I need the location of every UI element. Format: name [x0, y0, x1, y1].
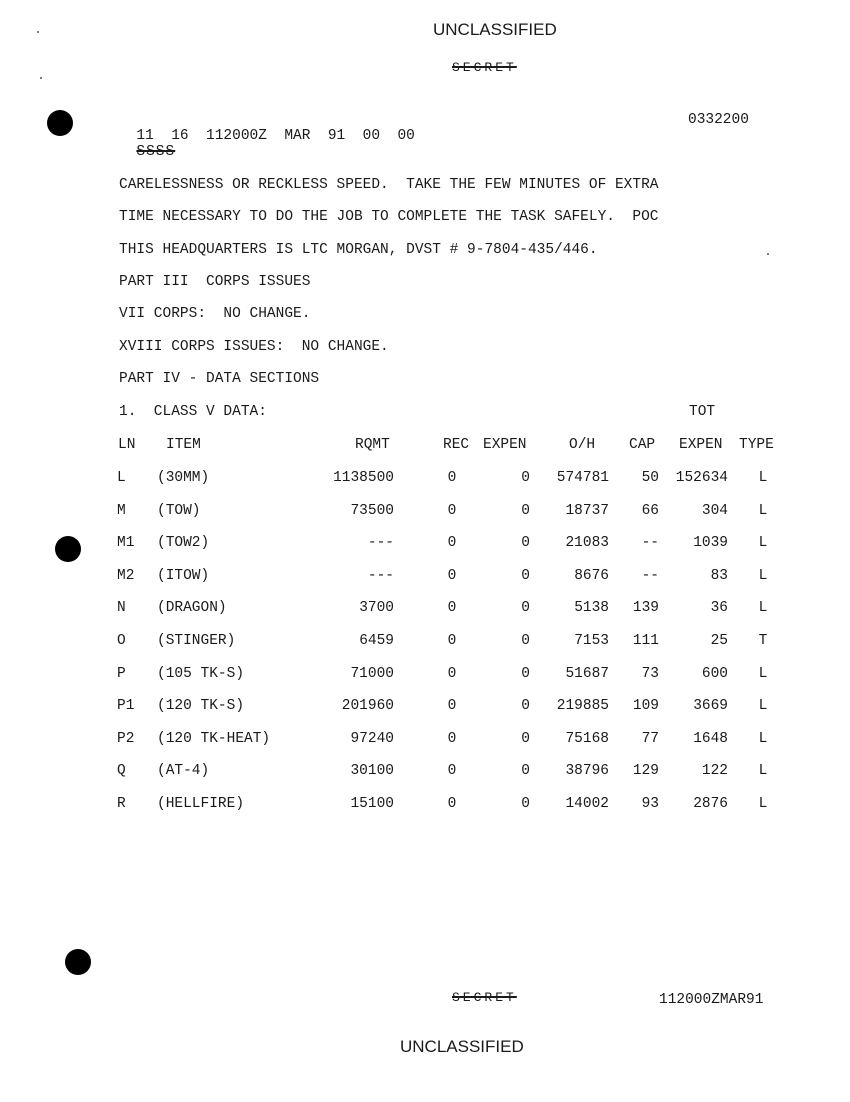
cell-cap: 77	[641, 731, 659, 747]
cell-type: T	[758, 633, 768, 649]
col-header-oh: O/H	[569, 437, 596, 453]
cell-cap: 66	[641, 503, 659, 519]
cell-item: (AT-4)	[157, 763, 210, 779]
cell-rqmt: 30100	[350, 763, 394, 779]
col-header-item: ITEM	[166, 437, 201, 453]
cell-type: L	[758, 568, 768, 584]
cell-rqmt: 73500	[350, 503, 394, 519]
cell-cap: --	[641, 568, 659, 584]
cell-rqmt: 6459	[359, 633, 394, 649]
cell-rec: 0	[447, 698, 457, 714]
punch-hole-top	[47, 110, 73, 136]
col-header-rec: REC	[443, 437, 470, 453]
cell-item: (TOW)	[157, 503, 201, 519]
cell-expen: 0	[521, 470, 530, 486]
scan-speck	[37, 31, 39, 33]
cell-rec: 0	[447, 535, 457, 551]
body-line: PART IV - DATA SECTIONS	[119, 371, 320, 387]
cell-oh: 21083	[565, 535, 609, 551]
cell-rec: 0	[447, 666, 457, 682]
classification-bottom: UNCLASSIFIED	[400, 1037, 524, 1056]
cell-oh: 574781	[556, 470, 609, 486]
body-line: VII CORPS: NO CHANGE.	[119, 306, 311, 322]
cell-rqmt: 71000	[350, 666, 394, 682]
secret-marking-bottom: SECRET	[452, 990, 517, 1005]
cell-tot-expen: 36	[710, 600, 728, 616]
scan-speck	[40, 77, 42, 79]
table-row	[0, 666, 850, 686]
cell-item: (HELLFIRE)	[157, 796, 245, 812]
cell-item: (30MM)	[157, 470, 210, 486]
cell-type: L	[758, 503, 768, 519]
cell-oh: 5138	[574, 600, 609, 616]
cell-rqmt: 97240	[350, 731, 394, 747]
table-header-row	[0, 437, 850, 457]
cell-expen: 0	[521, 666, 530, 682]
cell-rec: 0	[447, 568, 457, 584]
table-row	[0, 763, 850, 783]
cell-cap: 111	[632, 633, 659, 649]
secret-marking-top: SECRET	[452, 60, 517, 75]
cell-item: (120 TK-S)	[157, 698, 245, 714]
cell-tot-expen: 3669	[693, 698, 728, 714]
cell-ln: P2	[117, 731, 135, 747]
cell-cap: 73	[641, 666, 659, 682]
cell-rec: 0	[447, 731, 457, 747]
cell-expen: 0	[521, 698, 530, 714]
cell-tot-expen: 304	[701, 503, 728, 519]
cell-oh: 38796	[565, 763, 609, 779]
cell-cap: --	[641, 535, 659, 551]
cell-oh: 18737	[565, 503, 609, 519]
table-row	[0, 568, 850, 588]
cell-cap: 109	[632, 698, 659, 714]
cell-type: L	[758, 600, 768, 616]
cell-oh: 51687	[565, 666, 609, 682]
cell-rqmt: 1138500	[333, 470, 394, 486]
dtg-line	[119, 112, 415, 160]
cell-expen: 0	[521, 503, 530, 519]
table-top-header: TOT	[689, 404, 716, 420]
cell-expen: 0	[521, 535, 530, 551]
cell-oh: 75168	[565, 731, 609, 747]
cell-type: L	[758, 470, 768, 486]
cell-item: (STINGER)	[157, 633, 236, 649]
dtg-text: 11 16 112000Z MAR 91 00 00	[136, 128, 415, 144]
cell-ln: P1	[117, 698, 135, 714]
cell-oh: 14002	[565, 796, 609, 812]
cell-oh: 7153	[574, 633, 609, 649]
cell-rqmt: 15100	[350, 796, 394, 812]
body-line: THIS HEADQUARTERS IS LTC MORGAN, DVST # 9-7804-435/446.	[119, 242, 598, 258]
cell-rec: 0	[447, 503, 457, 519]
cell-tot-expen: 25	[710, 633, 728, 649]
table-row	[0, 698, 850, 718]
footer-dtg: 112000ZMAR91	[659, 992, 764, 1008]
cell-tot-expen: 83	[710, 568, 728, 584]
cell-ln: R	[117, 796, 126, 812]
table-row	[0, 470, 850, 490]
cell-item: (120 TK-HEAT)	[157, 731, 271, 747]
cell-cap: 139	[632, 600, 659, 616]
cell-item: (DRAGON)	[157, 600, 227, 616]
table-row	[0, 633, 850, 653]
cell-ln: M2	[117, 568, 135, 584]
col-header-cap: CAP	[629, 437, 656, 453]
classification-top: UNCLASSIFIED	[433, 20, 557, 39]
cell-expen: 0	[521, 568, 530, 584]
cell-ln: P	[117, 666, 126, 682]
cell-item: (TOW2)	[157, 535, 210, 551]
table-row	[0, 731, 850, 751]
cell-tot-expen: 122	[701, 763, 728, 779]
table-row	[0, 503, 850, 523]
cell-type: L	[758, 796, 768, 812]
body-line: TIME NECESSARY TO DO THE JOB TO COMPLETE THE TASK SAFELY. POC	[119, 209, 659, 225]
cell-ln: Q	[117, 763, 126, 779]
cell-type: L	[758, 535, 768, 551]
col-header-ln: LN	[118, 437, 136, 453]
cell-tot-expen: 152634	[675, 470, 728, 486]
cell-expen: 0	[521, 633, 530, 649]
body-line: CARELESSNESS OR RECKLESS SPEED. TAKE THE FEW MINUTES OF EXTRA	[119, 177, 659, 193]
cell-cap: 129	[632, 763, 659, 779]
table-row	[0, 796, 850, 816]
cell-rec: 0	[447, 600, 457, 616]
cell-type: L	[758, 763, 768, 779]
cell-rec: 0	[447, 470, 457, 486]
cell-tot-expen: 2876	[693, 796, 728, 812]
cell-ln: M1	[117, 535, 135, 551]
cell-rec: 0	[447, 796, 457, 812]
message-number: 0332200	[688, 112, 749, 128]
col-header-expen: EXPEN	[483, 437, 527, 453]
cell-item: (ITOW)	[157, 568, 210, 584]
punch-hole-bottom	[65, 949, 91, 975]
cell-expen: 0	[521, 763, 530, 779]
cell-ln: N	[117, 600, 126, 616]
table-row	[0, 600, 850, 620]
cell-type: L	[758, 698, 768, 714]
cell-rqmt: ---	[367, 568, 394, 584]
cell-ln: L	[117, 470, 126, 486]
cell-rqmt: 201960	[341, 698, 394, 714]
col-header-type: TYPE	[739, 437, 774, 453]
cell-tot-expen: 600	[701, 666, 728, 682]
cell-rec: 0	[447, 763, 457, 779]
cell-expen: 0	[521, 796, 530, 812]
col-header-rqmt: RQMT	[355, 437, 390, 453]
cell-rec: 0	[447, 633, 457, 649]
dtg-struck: SSSS	[136, 144, 176, 160]
cell-expen: 0	[521, 600, 530, 616]
cell-item: (105 TK-S)	[157, 666, 245, 682]
cell-rqmt: ---	[367, 535, 394, 551]
cell-cap: 93	[641, 796, 659, 812]
body-line: XVIII CORPS ISSUES: NO CHANGE.	[119, 339, 389, 355]
body-line: PART III CORPS ISSUES	[119, 274, 311, 290]
cell-type: L	[758, 731, 768, 747]
cell-rqmt: 3700	[359, 600, 394, 616]
cell-oh: 219885	[556, 698, 609, 714]
cell-tot-expen: 1648	[693, 731, 728, 747]
cell-cap: 50	[641, 470, 659, 486]
cell-expen: 0	[521, 731, 530, 747]
col-header-tot-expen: EXPEN	[679, 437, 723, 453]
cell-tot-expen: 1039	[693, 535, 728, 551]
cell-oh: 8676	[574, 568, 609, 584]
scan-speck	[767, 253, 769, 255]
body-line: 1. CLASS V DATA:	[119, 404, 267, 420]
cell-ln: M	[117, 503, 126, 519]
table-row	[0, 535, 850, 555]
cell-type: L	[758, 666, 768, 682]
cell-ln: O	[117, 633, 126, 649]
